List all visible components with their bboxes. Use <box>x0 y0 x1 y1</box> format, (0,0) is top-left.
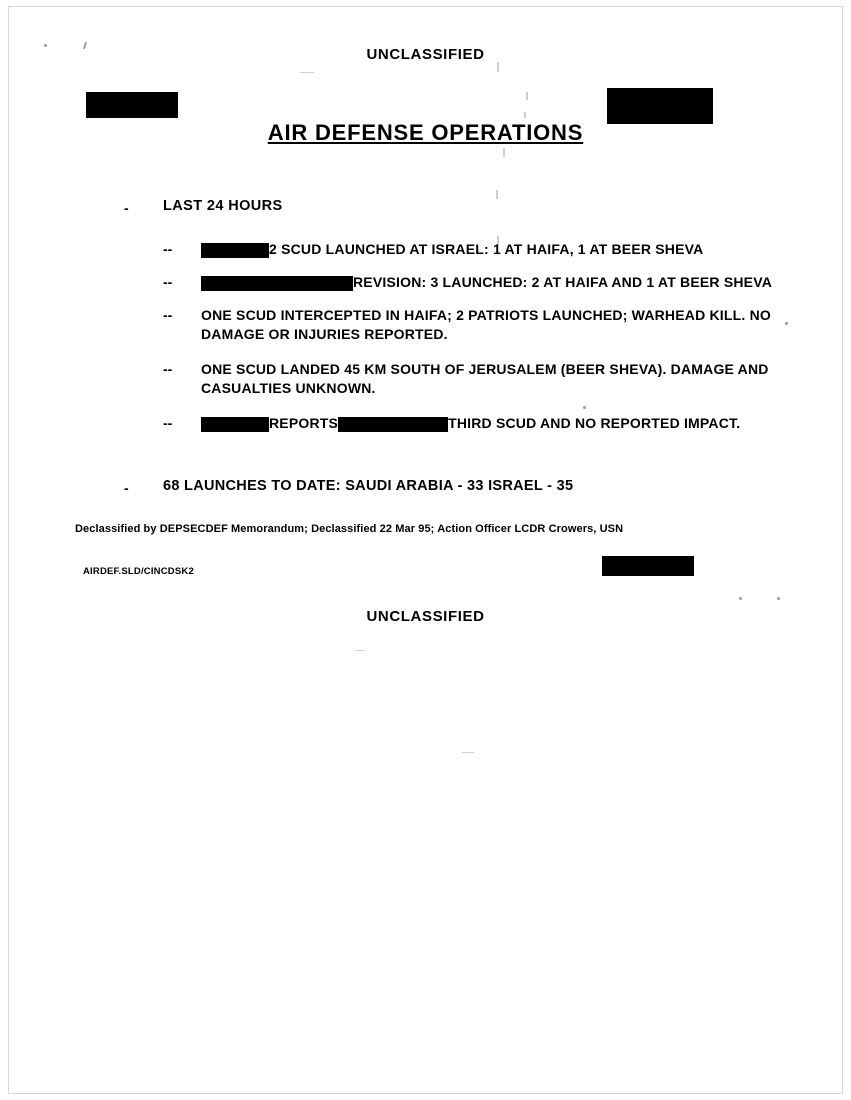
redaction-block-top-right <box>607 88 713 124</box>
bullet-list <box>163 240 773 447</box>
scan-artifact <box>355 650 365 651</box>
redaction-inline <box>338 417 448 432</box>
bullet-content <box>201 273 773 292</box>
page-title: AIR DEFENSE OPERATIONS <box>267 120 584 145</box>
redaction-inline <box>201 417 269 432</box>
bullet-text-3: ONE SCUD LANDED 45 KM SOUTH OF JERUSALEM (BEER SHEVA). DAMAGE AND CASUALTIES UNKNOWN. <box>201 361 769 396</box>
scan-artifact <box>300 72 314 73</box>
bullet-marker: -- <box>163 241 173 257</box>
redaction-block-top-left <box>86 92 178 118</box>
bullet-content <box>201 240 773 259</box>
page-edge-bottom <box>8 1093 843 1094</box>
scan-artifact <box>497 62 499 72</box>
list-item <box>163 360 773 398</box>
scan-artifact <box>526 92 528 100</box>
classification-marking-bottom: UNCLASSIFIED <box>366 608 485 625</box>
bullet-text-4: REPORTS <box>269 415 339 431</box>
bullet-content <box>201 414 773 433</box>
list-item <box>163 240 773 259</box>
bullet-marker: -- <box>163 361 173 377</box>
list-item <box>163 273 773 292</box>
file-identifier: AIRDEF.SLD/CINCDSK2 <box>83 566 194 577</box>
bullet-marker: -- <box>163 274 173 290</box>
bullet-text-2: ONE SCUD INTERCEPTED IN HAIFA; 2 PATRIOTS LAUNCHED; WARHEAD KILL. NO DAMAGE OR INJURIES REPORTED. <box>201 307 771 342</box>
scan-artifact <box>503 148 505 157</box>
launch-totals: 68 LAUNCHES TO DATE: SAUDI ARABIA - 33 ISRAEL - 35 <box>163 478 574 494</box>
scan-speckle <box>739 597 742 600</box>
page-edge-left <box>8 6 9 1094</box>
page-edge-right <box>842 6 843 1094</box>
list-item <box>163 414 773 433</box>
bullet-marker: -- <box>163 307 173 323</box>
scan-speckle <box>785 322 788 325</box>
classification-marking-top: UNCLASSIFIED <box>366 46 485 63</box>
scan-speckle <box>777 597 780 600</box>
page-edge-top <box>8 6 843 7</box>
scan-artifact <box>462 752 474 753</box>
bullet-text-0: 2 SCUD LAUNCHED AT ISRAEL: 1 AT HAIFA, 1 AT BEER SHEVA <box>269 241 704 257</box>
section-heading-last-24-hours: LAST 24 HOURS <box>163 198 283 214</box>
list-item <box>163 306 773 344</box>
scan-artifact <box>524 112 526 118</box>
bullet-text-1: REVISION: 3 LAUNCHED: 2 AT HAIFA AND 1 AT BEER SHEVA <box>353 274 773 290</box>
bullet-text-4-after: THIRD SCUD AND NO REPORTED IMPACT. <box>448 415 741 431</box>
scan-artifact <box>496 190 498 199</box>
bullet-marker: -- <box>163 415 173 431</box>
redaction-inline <box>201 243 269 258</box>
section-dash: - <box>124 200 129 216</box>
redaction-block-footer-right <box>602 556 694 576</box>
totals-dash: - <box>124 480 129 496</box>
redaction-inline <box>201 276 353 291</box>
declassification-note: Declassified by DEPSECDEF Memorandum; Declassified 22 Mar 95; Action Officer LCDR Crowers, USN <box>75 523 624 535</box>
